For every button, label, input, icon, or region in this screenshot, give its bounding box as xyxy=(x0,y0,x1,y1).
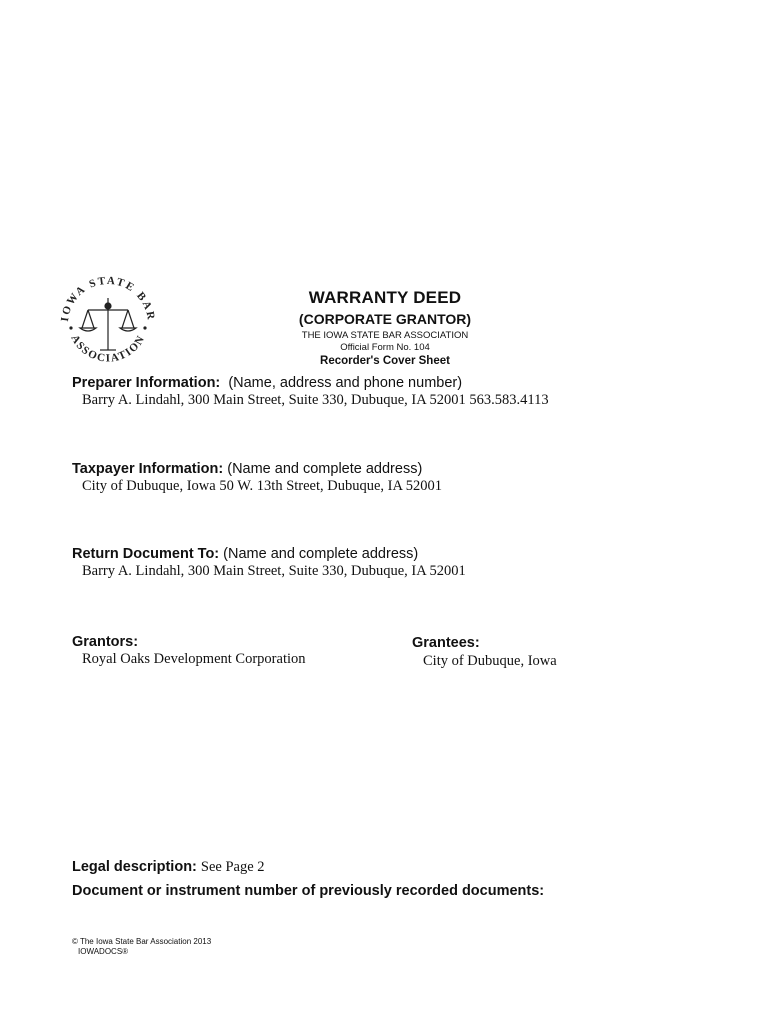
taxpayer-label: Taxpayer Information: xyxy=(72,461,224,477)
title-block xyxy=(260,288,510,367)
grantees-label: Grantees: xyxy=(412,635,480,651)
legal-value: See Page 2 xyxy=(200,859,265,875)
seal-dot-right xyxy=(143,326,146,329)
form-number: Official Form No. 104 xyxy=(340,342,430,353)
footer-copyright: © The Iowa State Bar Association 2013 xyxy=(72,937,212,946)
return-to-heading xyxy=(72,546,418,562)
grantees-value: City of Dubuque, Iowa xyxy=(423,653,557,669)
grantors-heading xyxy=(72,634,138,650)
seal-graphic xyxy=(58,276,158,368)
footer-brand: IOWADOCS® xyxy=(78,947,129,956)
preparer-label: Preparer Information: xyxy=(72,375,221,391)
grantors-value: Royal Oaks Development Corporation xyxy=(82,651,306,667)
scales-of-justice-icon xyxy=(80,298,136,350)
legal-label: Legal description: xyxy=(72,859,197,875)
return-to-hint: (Name and complete address) xyxy=(223,546,419,562)
document-subtitle: (CORPORATE GRANTOR) xyxy=(298,311,472,327)
return-to-label: Return Document To: xyxy=(72,546,220,562)
seal-text-bottom: ASSOCIATION xyxy=(68,332,148,365)
seal-text-top: IOWA STATE BAR xyxy=(59,276,158,323)
taxpayer-heading xyxy=(72,461,422,477)
grantees-heading xyxy=(412,635,480,651)
document-title: WARRANTY DEED xyxy=(308,288,462,307)
preparer-value: Barry A. Lindahl, 300 Main Street, Suite 330, Dubuque, IA 52001 563.583.4113 xyxy=(82,392,549,408)
bar-association-seal xyxy=(58,276,158,368)
document-number-label: Document or instrument number of previously recorded documents: xyxy=(72,883,545,899)
preparer-heading xyxy=(72,375,462,391)
footer xyxy=(72,937,211,957)
legal-description xyxy=(72,859,265,876)
taxpayer-hint: (Name and complete address) xyxy=(227,461,423,477)
preparer-hint: (Name, address and phone number) xyxy=(228,375,463,391)
return-to-value: Barry A. Lindahl, 300 Main Street, Suite 330, Dubuque, IA 52001 xyxy=(82,563,466,579)
taxpayer-value: City of Dubuque, Iowa 50 W. 13th Street, Dubuque, IA 52001 xyxy=(82,478,443,494)
association-name: THE IOWA STATE BAR ASSOCIATION xyxy=(301,330,469,341)
cover-sheet-label: Recorder's Cover Sheet xyxy=(320,355,450,367)
seal-dot-left xyxy=(69,326,72,329)
document-number-heading xyxy=(72,883,544,899)
grantors-label: Grantors: xyxy=(72,634,139,650)
